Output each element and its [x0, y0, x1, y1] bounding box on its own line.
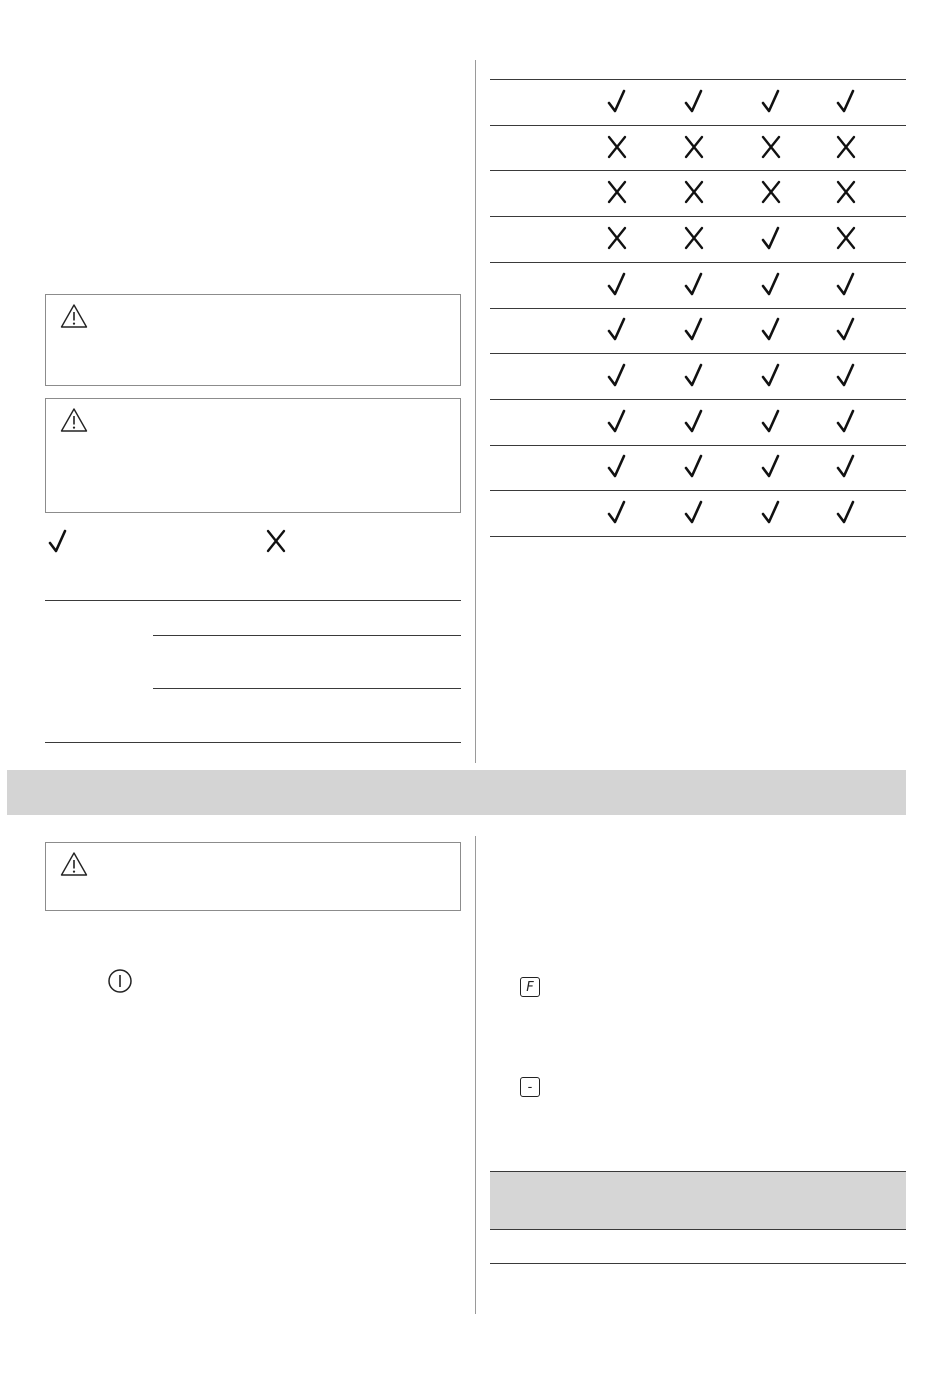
cross-icon: [835, 225, 857, 251]
check-icon: [760, 316, 782, 342]
check-icon: [683, 316, 705, 342]
check-icon: [606, 408, 628, 434]
check-icon: [606, 499, 628, 525]
check-icon: [606, 316, 628, 342]
check-icon: [683, 408, 705, 434]
check-icon: [760, 499, 782, 525]
check-icon: [760, 362, 782, 388]
left-table-rule: [45, 742, 461, 743]
cross-icon: [683, 179, 705, 205]
check-icon: [835, 453, 857, 479]
legend-cross-icon: [265, 529, 287, 553]
bottom-table-rule: [490, 1229, 906, 1230]
cross-icon: [835, 134, 857, 160]
compat-table-rule: [490, 490, 906, 491]
f-key-label: F: [526, 979, 534, 995]
warning-triangle-icon: [60, 851, 88, 877]
cross-icon: [760, 179, 782, 205]
check-icon: [606, 88, 628, 114]
check-icon: [683, 453, 705, 479]
check-icon: [683, 362, 705, 388]
check-icon: [835, 499, 857, 525]
warning-box-2: [45, 398, 461, 513]
minus-key-icon: [520, 1077, 540, 1097]
check-icon: [683, 499, 705, 525]
minus-key-label: -: [527, 1079, 533, 1095]
check-icon: [835, 362, 857, 388]
cross-icon: [683, 225, 705, 251]
check-icon: [760, 88, 782, 114]
check-icon: [606, 362, 628, 388]
cross-icon: [606, 225, 628, 251]
warning-box-3: [45, 842, 461, 911]
check-icon: [760, 453, 782, 479]
cross-icon: [606, 134, 628, 160]
check-icon: [835, 316, 857, 342]
compat-table-rule: [490, 445, 906, 446]
bottom-table-header: [490, 1172, 906, 1229]
check-icon: [835, 88, 857, 114]
check-icon: [683, 88, 705, 114]
column-divider-bottom: [475, 836, 476, 1314]
check-icon: [835, 271, 857, 297]
check-icon: [760, 408, 782, 434]
compat-table-rule: [490, 79, 906, 80]
check-icon: [606, 453, 628, 479]
compat-table-rule: [490, 399, 906, 400]
left-table-rule: [45, 600, 461, 601]
power-icon: [107, 968, 133, 994]
warning-triangle-icon: [60, 407, 88, 433]
column-divider-top: [475, 60, 476, 763]
compat-table-rule: [490, 262, 906, 263]
warning-triangle-icon: [60, 303, 88, 329]
check-icon: [683, 271, 705, 297]
legend-check-icon: [47, 528, 69, 554]
check-icon: [606, 271, 628, 297]
check-icon: [760, 225, 782, 251]
warning-box-1: [45, 294, 461, 386]
compat-table-rule: [490, 536, 906, 537]
compat-table-rule: [490, 308, 906, 309]
compat-table-rule: [490, 125, 906, 126]
cross-icon: [835, 179, 857, 205]
compat-table-rule: [490, 353, 906, 354]
f-key-icon: [520, 977, 540, 997]
compat-table-rule: [490, 170, 906, 171]
section-header-bar: [7, 770, 906, 815]
cross-icon: [760, 134, 782, 160]
check-icon: [835, 408, 857, 434]
compat-table-rule: [490, 216, 906, 217]
check-icon: [760, 271, 782, 297]
cross-icon: [606, 179, 628, 205]
bottom-table-rule: [490, 1263, 906, 1264]
cross-icon: [683, 134, 705, 160]
left-table-rule: [153, 635, 461, 636]
left-table-rule: [153, 688, 461, 689]
